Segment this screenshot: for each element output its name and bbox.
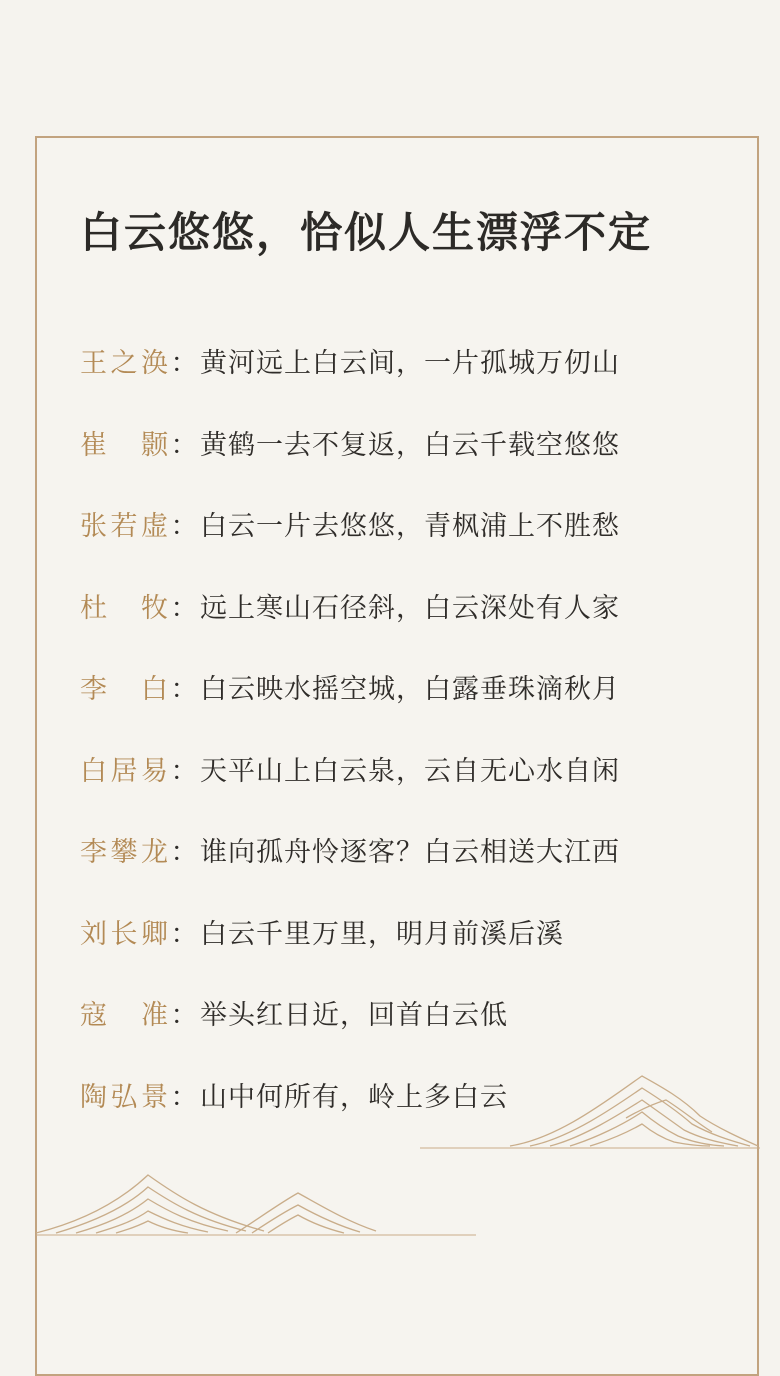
separator: ： [170,511,198,543]
separator: ： [170,1000,198,1032]
verse-text: 白云映水摇空城，白露垂珠滴秋月 [200,674,620,706]
poet-name [80,1075,168,1114]
poet-name-char: 牧 [141,592,168,624]
poet-name-char: 杜 [80,592,107,624]
list-item [80,320,740,402]
separator: ： [170,348,198,380]
poet-name [80,667,168,706]
poet-name [80,586,168,625]
poet-name-char: 刘 [80,918,107,950]
verse-text: 白云千里万里，明月前溪后溪 [200,918,564,950]
poet-name-char: 李 [80,674,107,706]
poet-name-char: 居 [110,755,138,787]
verse-text: 谁向孤舟怜逐客？白云相送大江西 [200,837,620,869]
list-item [80,565,740,647]
poet-name-char: 长 [110,918,138,950]
verse-text: 天平山上白云泉，云自无心水自闲 [200,755,620,787]
poet-name-char: 王 [80,348,107,380]
poem-list [80,320,740,1135]
poet-name [80,504,168,543]
poet-name-char: 准 [141,1000,168,1032]
poet-name-char: 陶 [80,1081,107,1113]
mountain-right-icon [420,1068,760,1154]
separator: ： [170,755,198,787]
list-item [80,402,740,484]
separator: ： [170,592,198,624]
verse-text: 黄鹤一去不复返，白云千载空悠悠 [200,429,620,461]
poet-name-char: 龙 [141,837,168,869]
poet-name-char: 若 [110,511,138,543]
poet-name-char: 颢 [141,429,168,461]
separator: ： [170,429,198,461]
list-item [80,728,740,810]
poet-name-char: 白 [80,755,107,787]
poet-name [80,993,168,1032]
list-item [80,972,740,1054]
poet-name-char: 虚 [141,511,168,543]
list-item [80,891,740,973]
poet-name-char: 涣 [141,348,168,380]
poet-name-char: 易 [141,755,168,787]
verse-text: 白云一片去悠悠，青枫浦上不胜愁 [200,511,620,543]
verse-text: 举头红日近，回首白云低 [200,1000,508,1032]
verse-text: 黄河远上白云间，一片孤城万仞山 [200,348,620,380]
poet-name-char: 卿 [141,918,168,950]
poet-name-char: 之 [110,348,138,380]
poet-name-char: 崔 [80,429,107,461]
verse-text: 远上寒山石径斜，白云深处有人家 [200,592,620,624]
poet-name [80,749,168,788]
list-item [80,646,740,728]
list-item [80,483,740,565]
separator: ： [170,837,198,869]
page-title: 白云悠悠，恰似人生漂浮不定 [80,208,653,257]
verse-text: 山中何所有，岭上多白云 [200,1081,508,1113]
poet-name [80,423,168,462]
poet-name-char: 白 [141,674,168,706]
poet-name [80,341,168,380]
poet-name [80,830,168,869]
poet-name-char: 景 [141,1081,168,1113]
poet-name-char: 攀 [110,837,138,869]
separator: ： [170,1081,198,1113]
mountain-left-icon [36,1165,476,1241]
poet-name-char: 弘 [110,1081,138,1113]
separator: ： [170,918,198,950]
poet-name-char: 寇 [80,1000,107,1032]
list-item [80,809,740,891]
poet-name-char: 张 [80,511,107,543]
separator: ： [170,674,198,706]
poet-name-char: 李 [80,837,107,869]
poet-name [80,912,168,951]
